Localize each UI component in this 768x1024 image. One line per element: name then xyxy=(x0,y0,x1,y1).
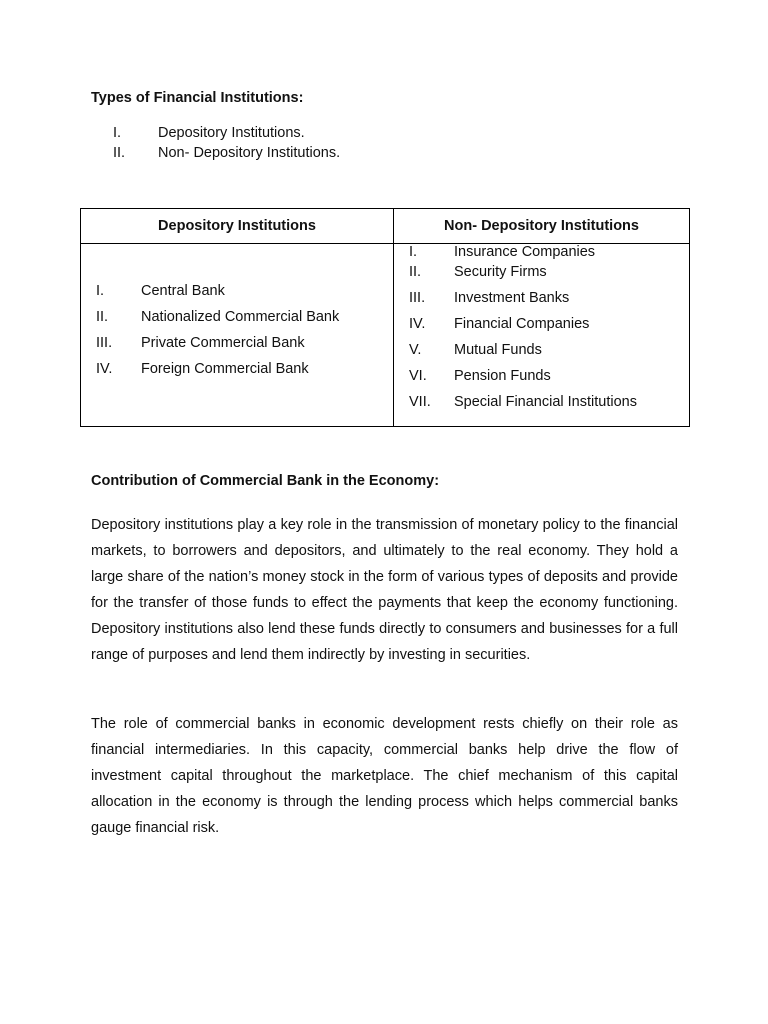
list-number: III. xyxy=(96,335,113,351)
table-header-row xyxy=(81,209,690,244)
list-text: Financial Companies xyxy=(454,316,590,332)
non-depository-cell xyxy=(394,244,690,427)
list-item xyxy=(409,342,689,368)
contribution-heading: Contribution of Commercial Bank in the Economy: xyxy=(91,473,440,489)
list-text: Nationalized Commercial Bank xyxy=(141,309,340,325)
list-number: II. xyxy=(113,145,126,161)
depository-list xyxy=(81,244,393,382)
list-item xyxy=(96,356,393,382)
types-heading: Types of Financial Institutions: xyxy=(91,90,304,106)
list-number: IV. xyxy=(409,316,426,332)
list-text: Foreign Commercial Bank xyxy=(141,361,309,377)
list-item xyxy=(409,264,689,290)
list-item xyxy=(409,368,689,394)
list-text: Pension Funds xyxy=(454,368,551,384)
list-text: Security Firms xyxy=(454,264,547,280)
list-item xyxy=(409,290,689,316)
list-item xyxy=(409,244,689,264)
list-number: I. xyxy=(113,125,122,141)
list-text: Special Financial Institutions xyxy=(454,394,637,410)
header-depository: Depository Institutions xyxy=(81,209,394,244)
list-number: I. xyxy=(409,244,418,260)
list-text: Private Commercial Bank xyxy=(141,335,305,351)
non-depository-list xyxy=(394,244,689,420)
list-number: II. xyxy=(96,309,109,325)
list-item xyxy=(96,304,393,330)
list-item xyxy=(113,143,340,163)
list-text: Insurance Companies xyxy=(454,244,596,260)
list-item xyxy=(409,316,689,342)
list-item xyxy=(96,330,393,356)
list-item xyxy=(96,278,393,304)
list-text: Central Bank xyxy=(141,283,225,299)
list-number: I. xyxy=(96,283,105,299)
list-number: VII. xyxy=(409,394,431,410)
institutions-table xyxy=(80,208,690,427)
list-number: II. xyxy=(409,264,422,280)
list-text: Depository Institutions. xyxy=(158,125,305,141)
list-text: Investment Banks xyxy=(454,290,570,306)
list-item xyxy=(113,123,340,143)
header-non-depository: Non- Depository Institutions xyxy=(394,209,690,244)
list-item xyxy=(409,394,689,420)
list-number: III. xyxy=(409,290,426,306)
list-number: IV. xyxy=(96,361,113,377)
list-number: VI. xyxy=(409,368,427,384)
list-number: V. xyxy=(409,342,422,358)
types-list xyxy=(113,123,340,163)
list-text: Mutual Funds xyxy=(454,342,542,358)
paragraph-depository-role: Depository institutions play a key role in the transmission of monetary policy to the financial markets, to borrowers and depositors, and ultimately to the real economy. They hold a large share of the nation’s money stock in the form of various types of deposits and provide for the transfer of those funds to effect the payments that keep the economy functioning. Depository institutions also lend these funds directly to consumers and businesses for a full range of purposes and lend them indirectly by investing in securities. xyxy=(91,517,678,663)
list-text: Non- Depository Institutions. xyxy=(158,145,341,161)
table-row xyxy=(81,244,690,427)
depository-cell xyxy=(81,244,394,427)
paragraph-commercial-banks-role: The role of commercial banks in economic development rests chiefly on their role as financial intermediaries. In this capacity, commercial banks help drive the flow of investment capital throughout the marketplace. The chief mechanism of this capital allocation in the economy is through the lending process which helps commercial banks gauge financial risk. xyxy=(91,716,678,836)
